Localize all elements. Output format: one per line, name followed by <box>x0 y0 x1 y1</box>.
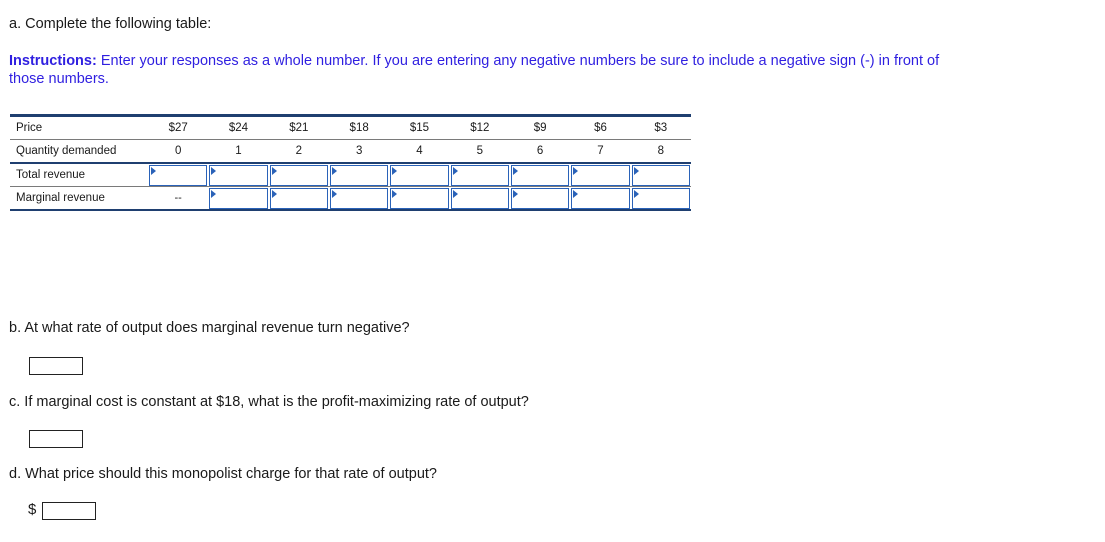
instructions <box>9 52 969 88</box>
input-flag-icon <box>332 167 337 175</box>
price-cell: $18 <box>329 116 389 140</box>
marginal-revenue-input[interactable] <box>390 188 448 209</box>
input-flag-icon <box>392 167 397 175</box>
input-flag-icon <box>513 190 518 198</box>
input-flag-icon <box>634 167 639 175</box>
total-revenue-input[interactable] <box>209 165 267 186</box>
total-revenue-input[interactable] <box>149 165 207 186</box>
price-label: Price <box>10 116 148 140</box>
price-cell: $27 <box>148 116 208 140</box>
answer-b-input[interactable] <box>29 357 83 375</box>
marginal-revenue-first: -- <box>148 187 208 211</box>
question-d: d. What price should this monopolist charge for that rate of output? <box>9 466 437 482</box>
quantity-cell: 2 <box>269 140 329 164</box>
input-flag-icon <box>453 167 458 175</box>
input-flag-icon <box>272 167 277 175</box>
answer-d-input[interactable] <box>42 502 96 520</box>
marginal-revenue-input[interactable] <box>330 188 388 209</box>
instructions-label: Instructions: <box>9 53 97 69</box>
total-revenue-input[interactable] <box>632 165 690 186</box>
quantity-cell: 3 <box>329 140 389 164</box>
answer-c-input[interactable] <box>29 430 83 448</box>
input-flag-icon <box>392 190 397 198</box>
price-row <box>10 116 691 140</box>
input-flag-icon <box>513 167 518 175</box>
quantity-label: Quantity demanded <box>10 140 148 164</box>
price-cell: $6 <box>570 116 630 140</box>
quantity-cell: 6 <box>510 140 570 164</box>
quantity-cell: 5 <box>450 140 510 164</box>
quantity-cell: 1 <box>208 140 268 164</box>
quantity-cell: 4 <box>389 140 449 164</box>
input-flag-icon <box>453 190 458 198</box>
marginal-revenue-input[interactable] <box>270 188 328 209</box>
marginal-revenue-input[interactable] <box>571 188 629 209</box>
price-cell: $9 <box>510 116 570 140</box>
input-flag-icon <box>573 167 578 175</box>
total-revenue-input[interactable] <box>511 165 569 186</box>
input-flag-icon <box>211 190 216 198</box>
quantity-cell: 8 <box>631 140 691 164</box>
price-cell: $15 <box>389 116 449 140</box>
total-revenue-input[interactable] <box>330 165 388 186</box>
input-flag-icon <box>573 190 578 198</box>
input-flag-icon <box>151 167 156 175</box>
quantity-row <box>10 140 691 164</box>
total-revenue-input[interactable] <box>270 165 328 186</box>
marginal-revenue-input[interactable] <box>451 188 509 209</box>
input-flag-icon <box>211 167 216 175</box>
total-revenue-input[interactable] <box>451 165 509 186</box>
quantity-cell: 7 <box>570 140 630 164</box>
total-revenue-row <box>10 163 691 187</box>
question-a: a. Complete the following table: <box>9 16 212 32</box>
total-revenue-input[interactable] <box>571 165 629 186</box>
price-cell: $12 <box>450 116 510 140</box>
input-flag-icon <box>272 190 277 198</box>
price-cell: $24 <box>208 116 268 140</box>
total-revenue-label: Total revenue <box>10 163 148 187</box>
total-revenue-input[interactable] <box>390 165 448 186</box>
marginal-revenue-input[interactable] <box>632 188 690 209</box>
price-cell: $21 <box>269 116 329 140</box>
dollar-sign: $ <box>28 501 37 518</box>
question-b: b. At what rate of output does marginal revenue turn negative? <box>9 320 410 336</box>
input-flag-icon <box>332 190 337 198</box>
marginal-revenue-label: Marginal revenue <box>10 187 148 211</box>
input-flag-icon <box>634 190 639 198</box>
quantity-cell: 0 <box>148 140 208 164</box>
marginal-revenue-input[interactable] <box>209 188 267 209</box>
marginal-revenue-row <box>10 187 691 211</box>
revenue-table <box>10 114 691 211</box>
price-cell: $3 <box>631 116 691 140</box>
question-c: c. If marginal cost is constant at $18, what is the profit-maximizing rate of output? <box>9 394 529 410</box>
marginal-revenue-input[interactable] <box>511 188 569 209</box>
instructions-text: Enter your responses as a whole number. If you are entering any negative numbers be sure to include a negative sign (-) in front of those numbers. <box>9 53 940 87</box>
